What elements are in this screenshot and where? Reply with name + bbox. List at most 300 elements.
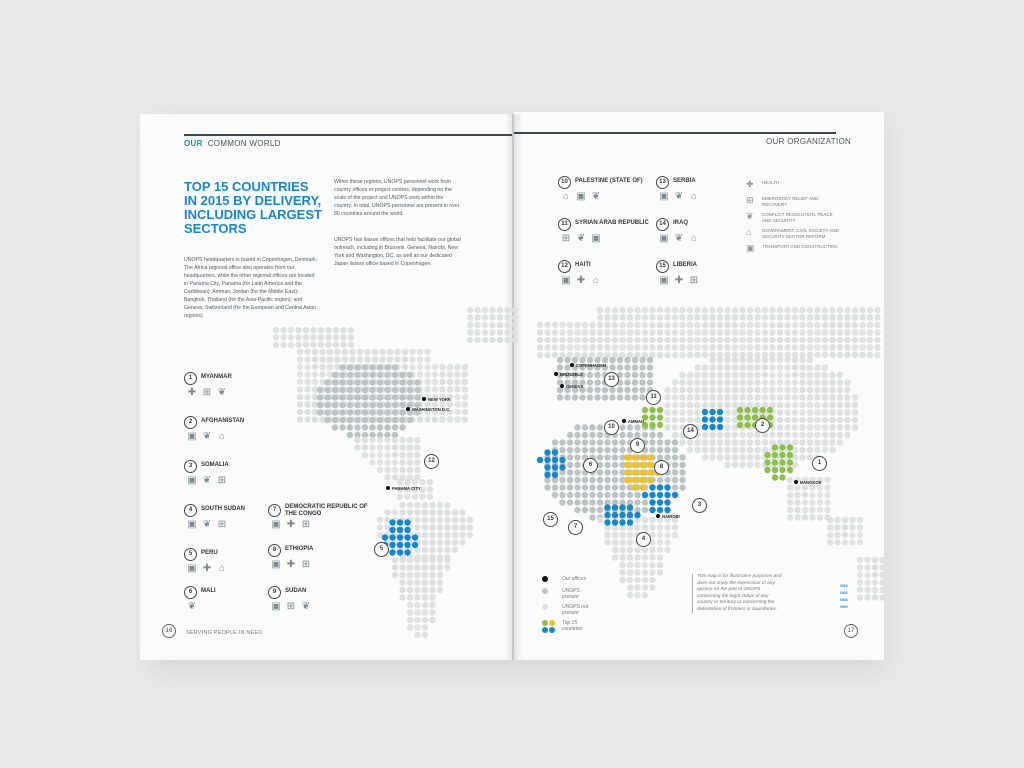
map-dot xyxy=(829,409,835,415)
map-dot xyxy=(664,344,670,350)
map-dot xyxy=(814,402,820,408)
map-dot xyxy=(792,314,798,320)
city-label-copenhagen: COPENHAGEN xyxy=(576,363,607,368)
map-dot xyxy=(649,584,655,590)
map-dot xyxy=(799,322,805,328)
map-dot xyxy=(664,424,670,430)
map-dot xyxy=(679,329,685,335)
map-dot xyxy=(452,547,458,553)
map-dot xyxy=(427,479,433,485)
map-dot xyxy=(807,344,813,350)
map-dot xyxy=(717,344,723,350)
map-dot xyxy=(332,372,338,378)
map-dot xyxy=(304,386,310,392)
emergency-icon: ⊞ xyxy=(561,233,571,244)
map-dot xyxy=(754,322,760,328)
health-icon: ✚ xyxy=(674,275,684,286)
map-dot xyxy=(404,494,410,500)
map-dot xyxy=(319,371,325,377)
map-dot xyxy=(422,594,428,600)
transport-icon: ▣ xyxy=(187,563,197,574)
map-dot xyxy=(399,459,405,465)
map-dot xyxy=(574,337,580,343)
map-dot xyxy=(794,492,800,498)
map-dot xyxy=(432,416,438,422)
map-dot xyxy=(389,527,395,533)
map-dot xyxy=(784,329,790,335)
map-dot xyxy=(762,329,768,335)
map-dot xyxy=(407,372,413,378)
map-dot xyxy=(327,364,333,370)
map-dot xyxy=(724,357,730,363)
map-dot xyxy=(589,507,595,513)
map-dot xyxy=(627,432,633,438)
header-our: OUR xyxy=(184,139,203,148)
map-dot xyxy=(557,357,563,363)
city-label-bangkok: BANGKOK xyxy=(800,480,822,485)
map-dot xyxy=(347,394,353,400)
map-dot xyxy=(724,424,730,430)
map-dot xyxy=(724,379,730,385)
map-dot xyxy=(454,394,460,400)
map-dot xyxy=(567,344,573,350)
map-dot xyxy=(297,371,303,377)
map-dot xyxy=(632,484,638,490)
map-marker-14: 14 xyxy=(683,424,698,439)
map-dot xyxy=(567,329,573,335)
map-marker-7: 7 xyxy=(568,520,583,535)
map-dot xyxy=(354,372,360,378)
map-dot xyxy=(392,557,398,563)
map-dot xyxy=(822,322,828,328)
map-dot xyxy=(377,459,383,465)
map-dot xyxy=(349,356,355,362)
map-dot xyxy=(429,602,435,608)
map-dot xyxy=(857,579,863,585)
map-dot xyxy=(377,424,383,430)
map-dot xyxy=(369,444,375,450)
map-dot xyxy=(739,432,745,438)
map-dot xyxy=(777,387,783,393)
map-marker-8: 8 xyxy=(654,460,669,475)
map-dot xyxy=(802,514,808,520)
map-dot xyxy=(747,307,753,313)
map-dot xyxy=(747,357,753,363)
map-dot xyxy=(609,364,615,370)
map-dot xyxy=(597,517,603,523)
map-dot xyxy=(339,364,345,370)
map-dot xyxy=(852,322,858,328)
map-dot xyxy=(552,329,558,335)
map-dot xyxy=(777,394,783,400)
map-dot xyxy=(664,454,670,460)
map-dot xyxy=(657,439,663,445)
map-dot xyxy=(612,337,618,343)
map-dot xyxy=(384,394,390,400)
map-dot xyxy=(844,394,850,400)
map-dot xyxy=(694,329,700,335)
map-dot xyxy=(687,307,693,313)
map-dot xyxy=(619,547,625,553)
map-dot xyxy=(347,379,353,385)
map-dot xyxy=(619,554,625,560)
map-dot xyxy=(594,372,600,378)
map-dot xyxy=(724,447,730,453)
map-dot xyxy=(447,386,453,392)
map-dot xyxy=(392,402,398,408)
map-dot xyxy=(817,484,823,490)
map-dot xyxy=(422,624,428,630)
map-dot xyxy=(295,334,301,340)
map-dot xyxy=(612,504,618,510)
map-dot xyxy=(422,632,428,638)
map-dot xyxy=(333,334,339,340)
map-dot xyxy=(829,352,835,358)
map-dot xyxy=(467,337,473,343)
map-dot xyxy=(762,314,768,320)
map-dot xyxy=(827,532,833,538)
map-dot xyxy=(459,509,465,515)
map-dot xyxy=(604,504,610,510)
map-dot xyxy=(567,337,573,343)
map-dot xyxy=(709,329,715,335)
map-dot xyxy=(777,402,783,408)
map-dot xyxy=(454,401,460,407)
map-dot xyxy=(567,492,573,498)
map-dot xyxy=(429,564,435,570)
map-dot xyxy=(814,394,820,400)
map-dot xyxy=(799,329,805,335)
map-dot xyxy=(459,524,465,530)
map-dot xyxy=(632,372,638,378)
map-dot xyxy=(679,307,685,313)
map-dot xyxy=(702,337,708,343)
map-dot xyxy=(399,437,405,443)
map-dot xyxy=(334,356,340,362)
map-dot xyxy=(537,329,543,335)
map-dot xyxy=(867,322,873,328)
map-dot xyxy=(769,364,775,370)
map-dot xyxy=(342,356,348,362)
map-dot xyxy=(444,564,450,570)
map-dot xyxy=(377,379,383,385)
map-dot xyxy=(679,322,685,328)
map-dot xyxy=(664,417,670,423)
map-dot xyxy=(777,424,783,430)
map-dot xyxy=(304,401,310,407)
country-name: SOUTH SUDAN xyxy=(201,506,246,512)
map-dot xyxy=(709,357,715,363)
map-dot xyxy=(852,394,858,400)
map-dot xyxy=(422,609,428,615)
map-dot xyxy=(384,387,390,393)
map-dot xyxy=(384,409,390,415)
map-dot xyxy=(332,424,338,430)
map-dot xyxy=(664,524,670,530)
map-dot xyxy=(407,387,413,393)
map-dot xyxy=(649,562,655,568)
map-dot xyxy=(867,344,873,350)
map-dot xyxy=(814,379,820,385)
map-dot xyxy=(574,424,580,430)
map-dot xyxy=(567,477,573,483)
map-dot xyxy=(324,394,330,400)
map-dot xyxy=(392,444,398,450)
map-dot xyxy=(724,337,730,343)
map-dot xyxy=(822,447,828,453)
map-dot xyxy=(574,469,580,475)
map-dot xyxy=(844,314,850,320)
map-dot xyxy=(657,477,663,483)
map-dot xyxy=(384,437,390,443)
map-dot xyxy=(664,484,670,490)
map-dot xyxy=(822,432,828,438)
map-dot xyxy=(612,329,618,335)
map-dot xyxy=(642,562,648,568)
map-dot xyxy=(482,307,488,313)
map-dot xyxy=(504,307,510,313)
map-dot xyxy=(399,587,405,593)
map-dot xyxy=(439,364,445,370)
map-dot xyxy=(794,507,800,513)
map-dot xyxy=(649,547,655,553)
map-dot xyxy=(672,379,678,385)
map-dot xyxy=(687,402,693,408)
map-dot xyxy=(333,327,339,333)
map-dot xyxy=(604,307,610,313)
map-dot xyxy=(619,569,625,575)
map-dot xyxy=(649,569,655,575)
map-dot xyxy=(754,307,760,313)
map-dot xyxy=(859,337,865,343)
map-dot xyxy=(414,387,420,393)
map-dot xyxy=(392,424,398,430)
map-dot xyxy=(807,322,813,328)
map-dot xyxy=(657,337,663,343)
map-dot xyxy=(634,314,640,320)
map-dot xyxy=(657,307,663,313)
map-dot xyxy=(372,349,378,355)
map-dot xyxy=(589,439,595,445)
map-dot xyxy=(639,387,645,393)
map-dot xyxy=(872,557,878,563)
map-dot xyxy=(764,459,770,465)
peace-icon: ❦ xyxy=(674,233,684,244)
map-dot xyxy=(454,416,460,422)
map-dot xyxy=(709,379,715,385)
map-dot xyxy=(724,387,730,393)
map-dot xyxy=(792,322,798,328)
map-dot xyxy=(814,372,820,378)
map-dot xyxy=(332,387,338,393)
map-dot xyxy=(544,472,550,478)
map-dot xyxy=(772,459,778,465)
map-dot xyxy=(737,407,743,413)
map-dot xyxy=(544,484,550,490)
map-dot xyxy=(827,517,833,523)
map-dot xyxy=(679,469,685,475)
map-dot xyxy=(634,512,640,518)
map-dot xyxy=(339,424,345,430)
map-dot xyxy=(597,344,603,350)
map-dot xyxy=(694,417,700,423)
map-dot xyxy=(340,342,346,348)
map-dot xyxy=(787,484,793,490)
map-dot xyxy=(672,409,678,415)
map-dot xyxy=(612,539,618,545)
map-dot xyxy=(679,314,685,320)
city-label-new-york: NEW YORK xyxy=(428,397,451,402)
map-dot xyxy=(312,379,318,385)
map-dot xyxy=(807,432,813,438)
map-dot xyxy=(512,322,518,328)
map-dot xyxy=(399,394,405,400)
country-rank-badge: 9 xyxy=(268,586,281,599)
transport-icon: ▣ xyxy=(591,233,601,244)
map-dot xyxy=(597,477,603,483)
map-dot xyxy=(717,357,723,363)
map-dot xyxy=(657,562,663,568)
map-dot xyxy=(589,322,595,328)
map-dot xyxy=(454,409,460,415)
map-dot xyxy=(679,337,685,343)
map-dot xyxy=(874,329,880,335)
map-dot xyxy=(619,307,625,313)
map-dot xyxy=(604,512,610,518)
map-dot xyxy=(404,549,410,555)
country-rank-badge: 12 xyxy=(558,260,571,273)
map-dot xyxy=(369,387,375,393)
map-dot xyxy=(799,424,805,430)
map-dot xyxy=(399,564,405,570)
map-dot xyxy=(339,409,345,415)
map-dot xyxy=(822,372,828,378)
map-dot xyxy=(632,387,638,393)
map-dot xyxy=(399,387,405,393)
map-dot xyxy=(312,349,318,355)
peace-icon: ❦ xyxy=(674,191,684,202)
map-dot xyxy=(617,364,623,370)
country-rank-badge: 10 xyxy=(558,176,571,189)
map-dot xyxy=(799,357,805,363)
map-dot xyxy=(392,459,398,465)
map-dot xyxy=(619,447,625,453)
map-dot xyxy=(432,364,438,370)
map-dot xyxy=(799,402,805,408)
map-dot xyxy=(619,539,625,545)
map-dot xyxy=(377,444,383,450)
map-dot xyxy=(362,437,368,443)
map-dot xyxy=(829,344,835,350)
map-dot xyxy=(557,364,563,370)
map-dot xyxy=(787,477,793,483)
map-dot xyxy=(447,416,453,422)
map-dot xyxy=(319,349,325,355)
map-dot xyxy=(589,484,595,490)
map-dot xyxy=(504,322,510,328)
map-dot xyxy=(814,364,820,370)
map-dot xyxy=(429,594,435,600)
map-dot xyxy=(634,584,640,590)
map-dot xyxy=(437,502,443,508)
country-rank-badge: 5 xyxy=(184,548,197,561)
map-dot xyxy=(634,547,640,553)
map-dot xyxy=(802,499,808,505)
map-dot xyxy=(717,447,723,453)
map-dot xyxy=(429,532,435,538)
map-dot xyxy=(297,416,303,422)
map-dot xyxy=(462,371,468,377)
map-dot xyxy=(792,337,798,343)
map-dot xyxy=(717,394,723,400)
map-dot xyxy=(657,352,663,358)
map-dot xyxy=(392,572,398,578)
map-dot xyxy=(632,364,638,370)
emergency-icon: ⊞ xyxy=(286,601,296,612)
map-dot xyxy=(649,407,655,413)
map-dot xyxy=(792,394,798,400)
map-dot xyxy=(634,524,640,530)
city-label-amman: AMMAN xyxy=(628,419,645,424)
map-dot xyxy=(694,402,700,408)
map-dot xyxy=(462,409,468,415)
map-dot xyxy=(642,592,648,598)
map-dot xyxy=(399,572,405,578)
map-dot xyxy=(377,387,383,393)
map-dot xyxy=(340,327,346,333)
map-dot xyxy=(377,452,383,458)
map-dot xyxy=(754,454,760,460)
map-dot xyxy=(597,439,603,445)
map-dot xyxy=(642,307,648,313)
map-dot xyxy=(332,379,338,385)
map-dot xyxy=(732,447,738,453)
map-dot xyxy=(362,402,368,408)
map-dot xyxy=(377,409,383,415)
map-dot xyxy=(392,387,398,393)
map-dot xyxy=(762,364,768,370)
map-dot xyxy=(642,344,648,350)
map-dot xyxy=(589,514,595,520)
map-dot xyxy=(357,349,363,355)
government-icon: ⌂ xyxy=(690,233,698,244)
map-dot xyxy=(317,409,323,415)
map-dot xyxy=(792,357,798,363)
map-dot xyxy=(807,424,813,430)
map-dot xyxy=(627,554,633,560)
map-dot xyxy=(582,447,588,453)
map-dot xyxy=(564,394,570,400)
map-dot xyxy=(452,539,458,545)
map-dot xyxy=(807,337,813,343)
map-dot xyxy=(814,387,820,393)
map-dot xyxy=(318,327,324,333)
map-dot xyxy=(474,337,480,343)
map-dot xyxy=(429,509,435,515)
map-dot xyxy=(664,439,670,445)
map-dot xyxy=(574,322,580,328)
map-dot xyxy=(394,349,400,355)
map-dot xyxy=(567,499,573,505)
map-dot xyxy=(799,337,805,343)
map-dot xyxy=(709,416,715,422)
city-label-geneva: GENEVA xyxy=(566,384,584,389)
map-dot xyxy=(822,337,828,343)
map-dot xyxy=(792,432,798,438)
map-dot xyxy=(824,492,830,498)
map-dot xyxy=(552,322,558,328)
map-dot xyxy=(639,379,645,385)
